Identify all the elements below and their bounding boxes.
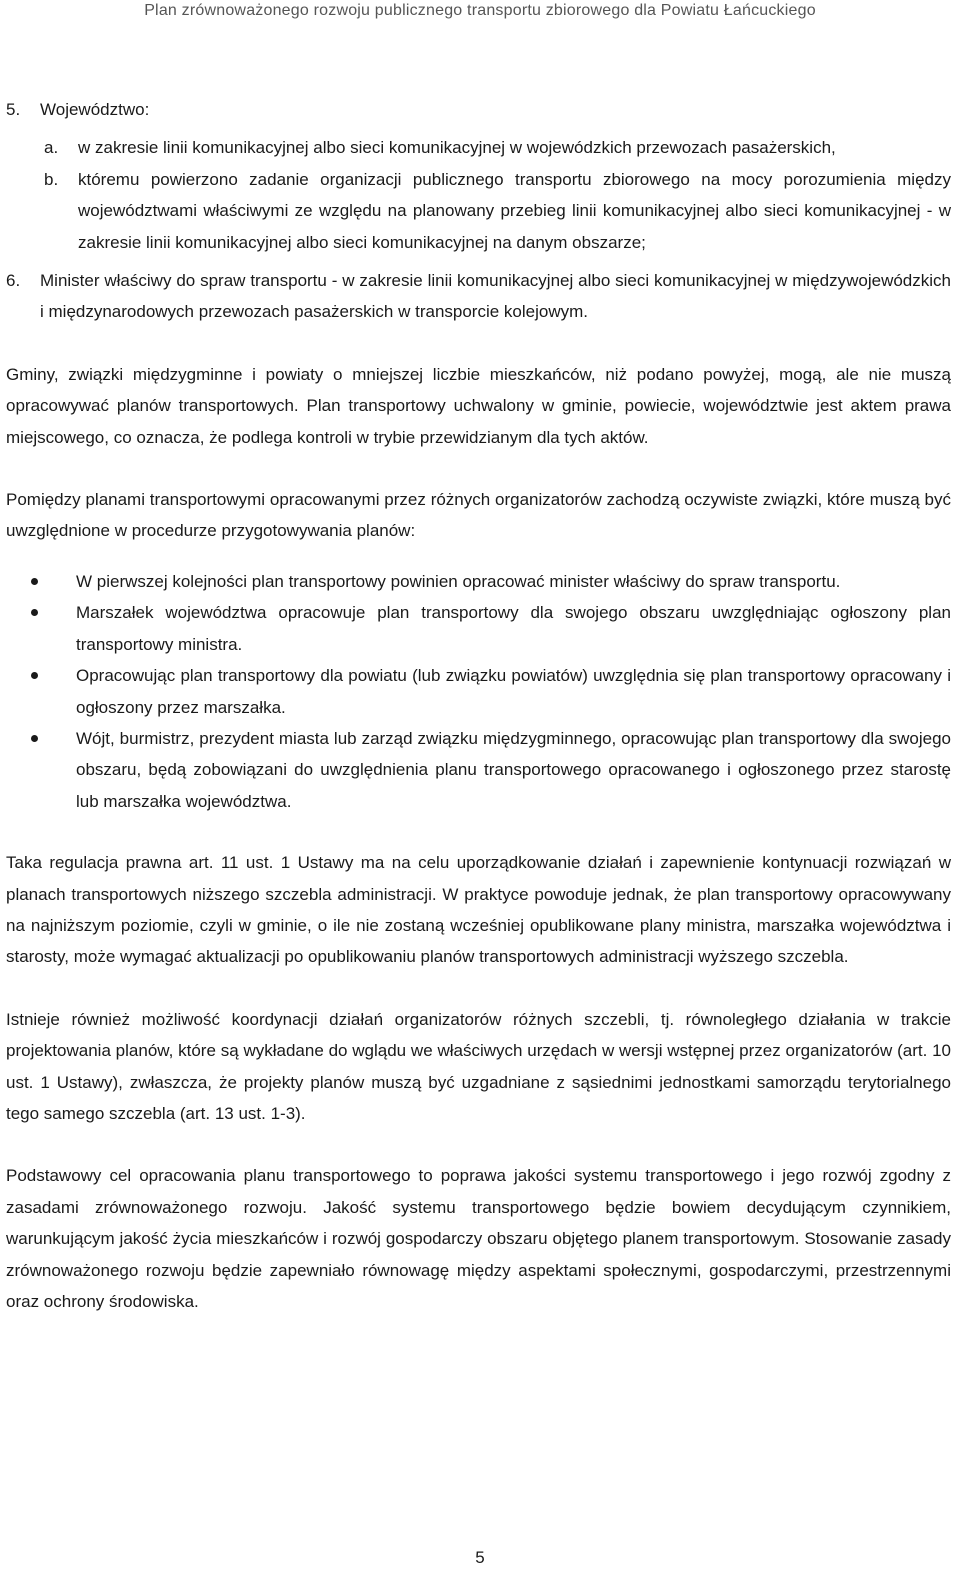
list-item bbox=[6, 566, 951, 597]
paragraph: Istnieje również możliwość koordynacji działań organizatorów różnych szczebli, tj. równoległego działania w trakcie projektowania planów, które są wykładane do wglądu we właściwych urzędach w wersji wstępnej przez organizatorów (art. 10 ust. 1 Ustawy), zwłaszcza, że projekty planów muszą być uzgadniane z sąsiednimi jednostkami samorządu terytorialnego tego samego szczebla (art. 13 ust. 1-3). bbox=[6, 1009, 951, 1123]
list-number: 6. bbox=[6, 271, 21, 291]
bullet-icon bbox=[31, 735, 38, 742]
bullet-icon bbox=[31, 578, 38, 585]
sublist-label: a. bbox=[44, 138, 59, 158]
bullet-text: W pierwszej kolejności plan transportowy powinien opracować minister właściwy do spraw transportu. bbox=[76, 571, 841, 591]
sublist-text: któremu powierzono zadanie organizacji publicznego transportu zbiorowego na mocy porozumienia między województwami właściwymi ze względu na planowany przebieg linii komunikacyjnej albo sieci komunikacyjnej - w zakresie linii komunikacyjnej albo sieci komunikacyjnej na danym obszarze; bbox=[78, 169, 951, 252]
list-item-text: Minister właściwy do spraw transportu - w zakresie linii komunikacyjnej albo sieci komunikacyjnej w międzywojewódzkich i międzynarodowych przewozach pasażerskich w transporcie kolejowym. bbox=[40, 271, 951, 322]
running-header: Plan zrównoważonego rozwoju publicznego transportu zbiorowego dla Powiatu Łańcuckiego bbox=[144, 2, 816, 19]
list-item bbox=[6, 597, 951, 660]
list-number: 5. bbox=[6, 100, 21, 119]
bullet-icon bbox=[31, 609, 38, 616]
sublist-text: w zakresie linii komunikacyjnej albo sieci komunikacyjnej w wojewódzkich przewozach pasażerskich, bbox=[78, 138, 836, 158]
bullet-text: Wójt, burmistrz, prezydent miasta lub zarząd związku międzygminnego, opracowując plan transportowy dla swojego obszaru, będą zobowiązani do uwzględnienia planu transportowego opracowanego i ogłoszonego przez starostę lub marszałka województwa. bbox=[76, 728, 951, 811]
list-item bbox=[6, 723, 951, 817]
list-item-6 bbox=[6, 265, 951, 328]
sublist-item-b bbox=[44, 164, 951, 258]
bullet-text: Marszałek województwa opracowuje plan transportowy dla swojego obszaru uwzględniając ogłoszony plan transportowy ministra. bbox=[76, 603, 951, 654]
paragraph: Pomiędzy planami transportowymi opracowanymi przez różnych organizatorów zachodzą oczywiste związki, które muszą być uwzględnione w procedurze przygotowywania planów: bbox=[6, 490, 951, 541]
bullet-text: Opracowując plan transportowy dla powiatu (lub związku powiatów) uwzględnia się plan transportowy opracowany i ogłoszony przez marszałka. bbox=[76, 666, 951, 717]
list-item-5 bbox=[6, 94, 951, 125]
list-item bbox=[6, 660, 951, 723]
paragraph: Podstawowy cel opracowania planu transportowego to poprawa jakości systemu transportowego i jego rozwój zgodny z zasadami zrównoważonego rozwoju. Jakość systemu transportowego będzie bowiem decydującym czynnikiem, warunkującym jakość życia mieszkańców i rozwój gospodarczy obszaru objętego planem transportowym. Stosowanie zasady zrównoważonego rozwoju będzie zapewniało równowagę między aspektami społecznymi, gospodarczymi, przestrzennymi oraz ochrony środowiska. bbox=[6, 1166, 951, 1311]
paragraph: Gminy, związki międzygminne i powiaty o mniejszej liczbie mieszkańców, niż podano powyżej, mogą, ale nie muszą opracowywać planów transportowych. Plan transportowy uchwalony w gminie, powiecie, województwie jest aktem prawa miejscowego, co oznacza, że podlega kontroli w trybie przewidzianym dla tych aktów. bbox=[6, 364, 951, 447]
paragraph: Taka regulacja prawna art. 11 ust. 1 Ustawy ma na celu uporządkowanie działań i zapewnienie kontynuacji rozwiązań w planach transportowych niższego szczebla administracji. W praktyce powoduje jednak, że plan transportowy opracowywany na najniższym poziomie, czyli w gminie, o ile nie zostaną wcześniej opublikowane plany ministra, marszałka województwa i starosty, może wymagać aktualizacji po opublikowaniu planów transportowych administracji wyższego szczebla. bbox=[6, 853, 951, 967]
document-body bbox=[6, 94, 951, 1317]
list-item-text: Województwo: bbox=[40, 100, 150, 119]
page-number: 5 bbox=[475, 1548, 485, 1567]
bullet-list bbox=[6, 566, 951, 817]
bullet-icon bbox=[31, 672, 38, 679]
sublist-label: b. bbox=[44, 169, 59, 189]
sublist-item-a bbox=[44, 132, 951, 163]
